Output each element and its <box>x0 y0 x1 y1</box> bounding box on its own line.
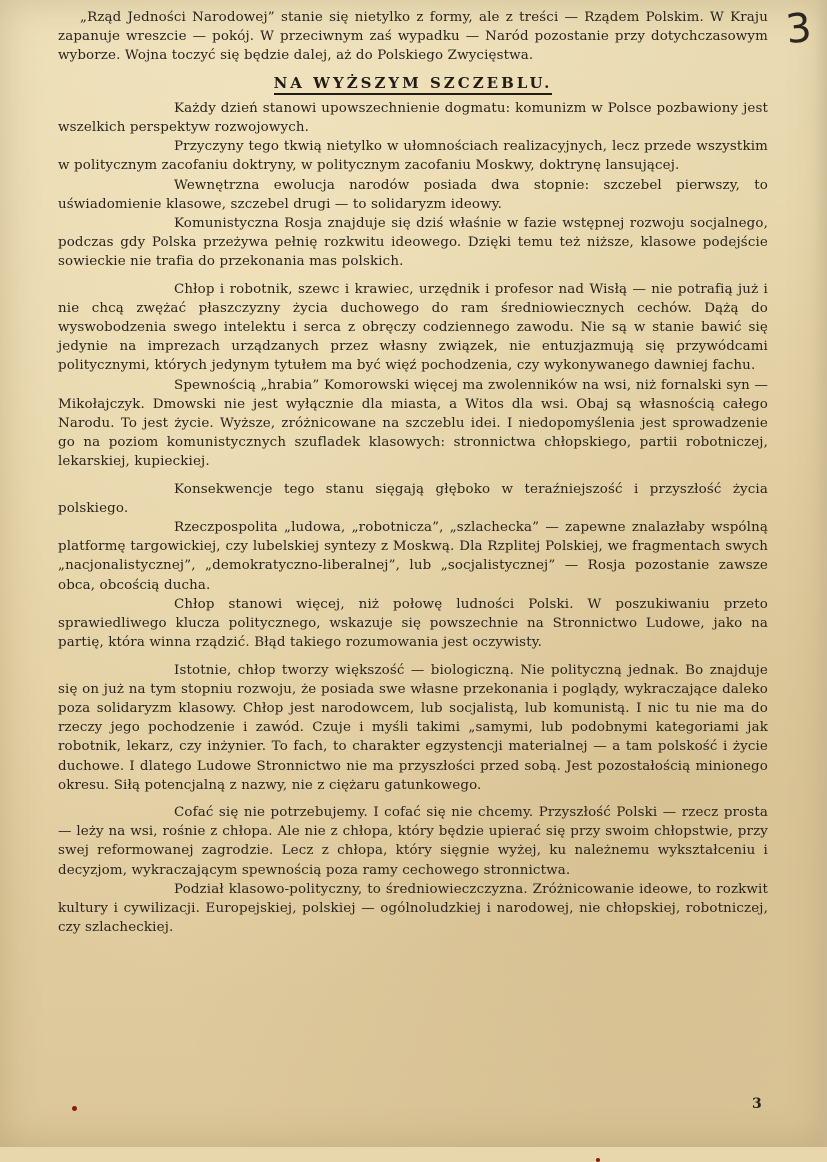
paragraph: Rzeczpospolita „ludowa, „robotnicza”, „szlachecka” — zapewne znalazłaby wspólną platformę targowickiej, czy lubelskiej syntezy z Moskwą. Dla Rzplitej Polskiej, we fragmentach swych „nacjonalistycznej”, „demokratyczno-liberalnej”, lub „socjalistycznej” — Rosja pozostanie zawsze obca, obcością ducha. <box>58 520 768 593</box>
opening-paragraph: „Rząd Jedności Narodowej” stanie się nietylko z formy, ale z treści — Rządem Polskim. W Kraju zapanuje wreszcie — pokój. W przeciwnym zaś wypadku — Naród pozostanie przy dotychczasowym wyborze. Wojna toczyć się będzie dalej, aż do Polskiego Zwycięstwa. <box>58 10 768 64</box>
printed-page-number: 3 <box>752 1096 762 1112</box>
red-ink-speck <box>596 1158 600 1162</box>
article-text <box>58 8 768 937</box>
handwritten-page-number: 3 <box>783 4 814 54</box>
paragraph: Przyczyny tego tkwią nietylko w ułomnościach realizacyjnych, lecz przede wszystkim w politycznym zacofaniu doktryny, w politycznym zacofaniu Moskwy, doktrynę lansującej. <box>58 139 768 174</box>
red-ink-speck <box>72 1106 77 1111</box>
paragraph: Konsekwencje tego stanu sięgają głęboko w teraźniejszość i przyszłość życia polskiego. <box>58 481 768 516</box>
paragraph: Istotnie, chłop tworzy większość — biologiczną. Nie polityczną jednak. Bo znajduje się on już na tym stopniu rozwoju, że posiada swe własne przekonania i poglądy, wykraczające daleko poza solidaryzm klasowy. Chłop jest narodowcem, lub socjalistą, lub komunistą. I nic tu nie ma do rzeczy jego pochodzenie i zawód. Czuje i myśli takimi „samymi, lub podobnymi kategoriami jak robotnik, lekarz, czy inżynier. To fach, to charakter egzystencji materialnej — a tam polskość i życie duchowe. I dlatego Ludowe Stronnictwo nie ma przyszłości przed sobą. Jest pozostałością minionego okresu. Siłą potencjalną z nazwy, nie z ciężaru gatunkowego. <box>58 662 768 793</box>
paragraph: Chłop i robotnik, szewc i krawiec, urzędnik i profesor nad Wisłą — nie potrafią już i nie chcą zwężać płaszczyzny życia duchowego do ram średniowiecznych cechów. Dążą do wyswobodzenia swego intelektu i serca z obręczy codziennego zawodu. Nie są w stanie bawić się jedynie na imprezach urządzanych przez własny związek, nie entuzjazmują się przywódcami politycznymi, których jedynym tytułem ma być więź pochodzenia, czy wykonywanego dawniej fachu. <box>58 281 768 374</box>
section-heading <box>58 74 768 93</box>
paragraph: Podział klasowo-polityczny, to średniowieczczyzna. Zróżnicowanie ideowe, to rozkwit kultury i cywilizacji. Europejskiej, polskiej — ogólnoludzkiej i narodowej, nie chłopskiej, robotniczej, czy szlacheckiej. <box>58 881 768 936</box>
section-heading-text: NA WYŻSZYM SZCZEBLU. <box>274 74 553 95</box>
page-edge-shadow <box>815 0 827 1147</box>
paragraph: Komunistyczna Rosja znajduje się dziś właśnie w fazie wstępnej rozwoju socjalnego, podczas gdy Polska przeżywa pełnię rozkwitu ideowego. Dzięki temu też niższe, klasowe podejście sowieckie nie trafia do przekonania mas polskich. <box>58 216 768 270</box>
paragraph: Spewnością „hrabia” Komorowski więcej ma zwolenników na wsi, niż fornalski syn — Mikołajczyk. Dmowski nie jest wyłącznie dla miasta, a Witos dla wsi. Obaj są własnością całego Narodu. To jest życie. Wyższe, zróżnicowane na szczeblu idei. I niedopomyślenia jest sprowadzenie go na poziom komunistycznych szufladek klasowych: stronnictwa chłopskiego, partii robotniczej, lekarskiej, kupieckiej. <box>58 377 768 470</box>
paragraph: Wewnętrzna ewolucja narodów posiada dwa stopnie: szczebel pierwszy, to uświadomienie klasowe, szczebel drugi — to solidaryzm ideowy. <box>58 177 768 212</box>
paragraph: Chłop stanowi więcej, niż połowę ludności Polski. W poszukiwaniu przeto sprawiedliwego klucza politycznego, wskazuje się powszechnie na Stronnictwo Ludowe, jako na partię, która winna rządzić. Błąd takiego rozumowania jest oczywisty. <box>58 596 768 651</box>
paragraph: Cofać się nie potrzebujemy. I cofać się nie chcemy. Przyszłość Polski — rzecz prosta — leży na wsi, rośnie z chłopa. Ale nie z chłopa, który będzie upierać się przy swoim chłopstwie, przy swej reformowanej zagrodzie. Lecz z chłopa, który sięgnie wyżej, ku należnemu wykształceniu i decyzjom, wykraczającym spewnością poza ramy cechowego stronnictwa. <box>58 804 768 878</box>
paragraph: Każdy dzień stanowi upowszechnienie dogmatu: komunizm w Polsce pozbawiony jest wszelkich perspektyw rozwojowych. <box>58 100 768 136</box>
